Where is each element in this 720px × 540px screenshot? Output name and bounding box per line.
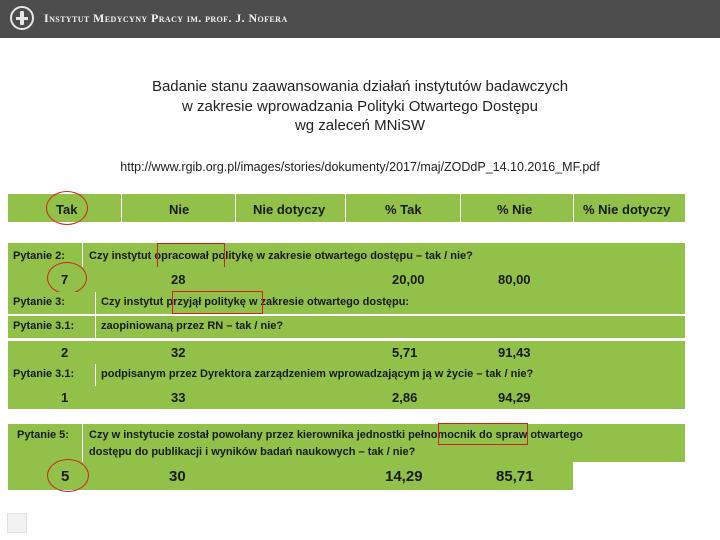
question-5-label: Pytanie 5: [17,429,69,441]
q5-nie-value: 30 [169,468,186,485]
title-line-2: w zakresie wprowadzania Polityki Otwartego Dostępu [182,97,538,115]
question-5-values-row [8,462,573,490]
question-2-values-row [8,267,685,292]
question-3-1b-text: podpisanym przez Dyrektora zarządzeniem wprowadzającym ją w życie – tak / nie? [101,368,534,380]
col-header-pct-nie-dotyczy: % Nie dotyczy [583,202,671,217]
question-3-1a-text: zaopiniowaną przez RN – tak / nie? [101,320,284,332]
q31b-pct-nie-value: 94,29 [498,390,531,405]
q5-pct-nie-value: 85,71 [496,468,534,485]
question-3-label: Pytanie 3: [13,296,65,308]
q31a-pct-tak-value: 5,71 [392,345,418,360]
question-2-label: Pytanie 2: [13,250,65,262]
institute-logo-icon [10,6,34,30]
col-header-tak: Tak [56,202,78,217]
highlight-box-opracowal [157,243,225,268]
q31b-tak-value: 1 [61,390,69,405]
col-header-nie-dotyczy: Nie dotyczy [253,202,326,217]
institute-name: Instytut Medycyny Pracy im. prof. J. Nofera [44,11,288,25]
question-5-text-line-1: Czy w instytucie został powołany przez kierownika jednostki pełnomocnik do spraw otwartego [89,429,583,441]
q31a-pct-nie-value: 91,43 [498,345,531,360]
title-line-3: wg zaleceń MNiSW [294,117,426,134]
q31a-tak-value: 2 [61,345,69,360]
col-header-nie: Nie [169,202,190,217]
q2-tak-value: 7 [61,272,69,287]
highlight-circle-q2-tak [47,262,87,294]
question-5-text-line-2: dostępu do publikacji i wyników badań naukowych – tak / nie? [89,446,416,458]
highlight-circle-tak [46,191,88,225]
q31a-nie-value: 32 [171,345,186,360]
q5-pct-tak-value: 14,29 [385,468,423,485]
title-line-1: Badanie stanu zaawansowania działań instytutów badawczych [151,78,569,95]
highlight-circle-q5-tak [47,459,89,492]
source-url: http://www.rgib.org.pl/images/stories/dokumenty/2017/maj/ZODdP_14.10.2016_MF.pdf [120,160,600,174]
highlight-box-przyjal [172,291,263,314]
question-3-1a-values-row [8,341,685,365]
col-header-pct-nie: % Nie [497,202,533,217]
slide-title [40,77,680,136]
q31b-nie-value: 33 [171,390,186,405]
institute-header [0,0,720,38]
question-3-1b-label: Pytanie 3.1: [13,368,75,380]
question-3-1a-label: Pytanie 3.1: [13,320,75,332]
q2-pct-nie-value: 80,00 [498,272,531,287]
highlight-box-pelnomocnik [438,423,528,445]
q2-pct-tak-value: 20,00 [392,272,425,287]
question-3-1b-values-row [8,386,685,409]
question-2-text: Czy instytut opracował politykę w zakresie otwartego dostępu – tak / nie? [89,250,473,262]
question-3-text: Czy instytut przyjął politykę w zakresie otwartego dostępu: [101,296,410,308]
q5-tak-value: 5 [61,468,70,485]
q31b-pct-tak-value: 2,86 [392,390,418,405]
q2-nie-value: 28 [171,272,186,287]
col-header-pct-tak: % Tak [385,202,422,217]
slide-corner-square [7,513,27,533]
